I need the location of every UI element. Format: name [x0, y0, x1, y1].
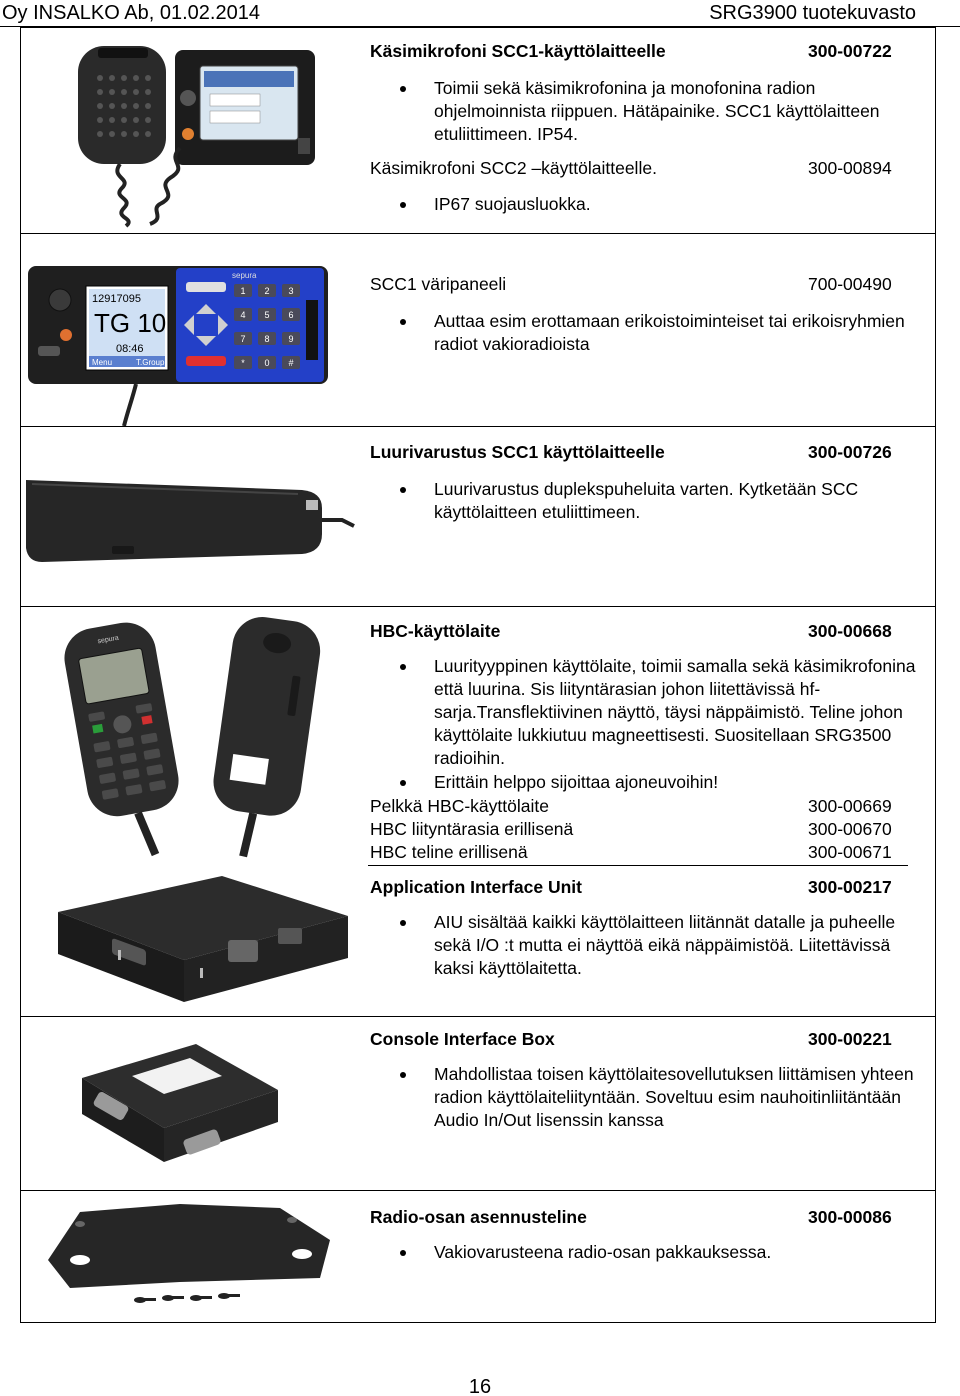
page-header	[0, 0, 960, 28]
item-description: Auttaa esim erottamaan erikoistoiminteiset tai erikoisryhmien radiot vakioradioista	[434, 311, 905, 354]
item-title: Application Interface Unit	[370, 877, 582, 897]
bullet-dot	[400, 664, 406, 670]
item-code: 300-00722	[808, 41, 892, 61]
screen-line: TG 10	[94, 308, 167, 338]
keypad-key: 4	[240, 310, 246, 320]
row-divider	[20, 1016, 936, 1017]
interface-unit-icon	[52, 870, 352, 1010]
row-divider	[20, 426, 936, 427]
keypad-key: *	[241, 358, 245, 368]
item-title: Luurivarustus SCC1 käyttölaitteelle	[370, 442, 665, 462]
screen-line: T.Group	[136, 358, 165, 367]
item-description: Vakiovarusteena radio-osan pakkauksessa.	[434, 1242, 772, 1262]
extras-underline	[368, 865, 908, 866]
item-description: AIU sisältää kaikki käyttölaitteen liitännät datalle ja puheelle sekä I/O :t mutta ei näyttöä eikä näppäimistöä. Liitettävissä kaksi käyttölaitetta.	[434, 912, 896, 978]
row-divider	[20, 1190, 936, 1191]
console-box-icon	[72, 1036, 282, 1170]
keypad-key: 1	[240, 286, 246, 296]
bullet-dot	[400, 780, 406, 786]
handheld-microphone-icon	[70, 38, 320, 228]
bullet-dot	[400, 202, 406, 208]
item-description: Mahdollistaa toisen käyttölaitesovellutuksen liittämisen yhteen radion käyttölaiteliityntään. Soveltuu esim nauhoitinliitäntään Audio In/Out lisenssin kanssa	[434, 1064, 914, 1130]
header-company-date: Oy INSALKO Ab, 01.02.2014	[2, 2, 260, 24]
extra-item-label: HBC liityntärasia erillisenä	[370, 819, 574, 839]
keypad-key: #	[288, 358, 294, 368]
item-title: Console Interface Box	[370, 1029, 555, 1049]
extra-item-code: 300-00671	[808, 842, 892, 862]
item-description: IP67 suojausluokka.	[434, 194, 591, 214]
item-code: 300-00726	[808, 442, 892, 462]
keypad-key: 7	[240, 334, 246, 344]
bullet-dot	[400, 319, 406, 325]
header-catalog-title: SRG3900 tuotekuvasto	[709, 2, 916, 24]
keypad-key: 8	[264, 334, 270, 344]
keypad-key: 6	[288, 310, 294, 320]
extra-item-label: Pelkkä HBC-käyttölaite	[370, 796, 549, 816]
keypad-key: 9	[288, 334, 294, 344]
bullet-dot	[400, 1250, 406, 1256]
screen-line: 12917095	[92, 293, 141, 305]
screen-line: Menu	[92, 358, 113, 367]
page-number: 16	[468, 1376, 492, 1396]
mounting-bracket-icon	[40, 1200, 340, 1310]
item-title: Radio-osan asennusteline	[370, 1207, 587, 1227]
item-title: Käsimikrofoni SCC2 –käyttölaitteelle.	[370, 158, 657, 178]
item-title: HBC-käyttölaite	[370, 621, 501, 641]
row-divider	[20, 606, 936, 607]
item-code: 300-00221	[808, 1029, 892, 1049]
keypad-key: 0	[264, 358, 270, 368]
panel-brand: sepura	[232, 271, 257, 280]
bullet-dot	[400, 487, 406, 493]
item-title: Käsimikrofoni SCC1-käyttölaitteelle	[370, 41, 666, 61]
keypad-key: 3	[288, 286, 294, 296]
item-title: SCC1 väripaneeli	[370, 274, 507, 294]
hbc-handset-icon	[54, 612, 344, 858]
extra-item-label: HBC teline erillisenä	[370, 842, 528, 862]
item-description: Toimii sekä käsimikrofonina ja monofonina radion ohjelmoinnista riippuen. Hätäpainike. SCC1 käyttölaitteen etuliittimeen. IP54.	[434, 78, 880, 144]
keypad-key: 5	[264, 310, 270, 320]
item-description: Luurivarustus duplekspuheluita varten. Kytketään SCC käyttölaitteen etuliittimeen.	[434, 479, 859, 522]
item-code: 300-00894	[808, 158, 892, 178]
handset-icon	[22, 460, 356, 570]
item-description: Luurityyppinen käyttölaite, toimii samalla sekä käsimikrofonina että luurina. Sis liityntärasian johon liitettävissä hf-sarja.Transflektiivinen näyttö, täysi näppäimistö. Teline johon käyttölaite lukkiutuu magneettisesti. Suositellaan SRG3500 radioihin.	[434, 656, 916, 768]
handset-brand: sepura	[97, 634, 120, 646]
bullet-dot	[400, 920, 406, 926]
color-control-panel-icon	[26, 260, 336, 426]
bullet-dot	[400, 86, 406, 92]
item-description: Erittäin helppo sijoittaa ajoneuvoihin!	[434, 772, 719, 792]
item-code: 300-00217	[808, 877, 892, 897]
keypad-key: 2	[264, 286, 270, 296]
screen-line: 08:46	[116, 343, 144, 355]
bullet-dot	[400, 1072, 406, 1078]
extra-item-code: 300-00669	[808, 796, 892, 816]
extra-item-code: 300-00670	[808, 819, 892, 839]
item-code: 700-00490	[808, 274, 892, 294]
item-code: 300-00086	[808, 1207, 892, 1227]
row-divider	[20, 233, 936, 234]
item-code: 300-00668	[808, 621, 892, 641]
